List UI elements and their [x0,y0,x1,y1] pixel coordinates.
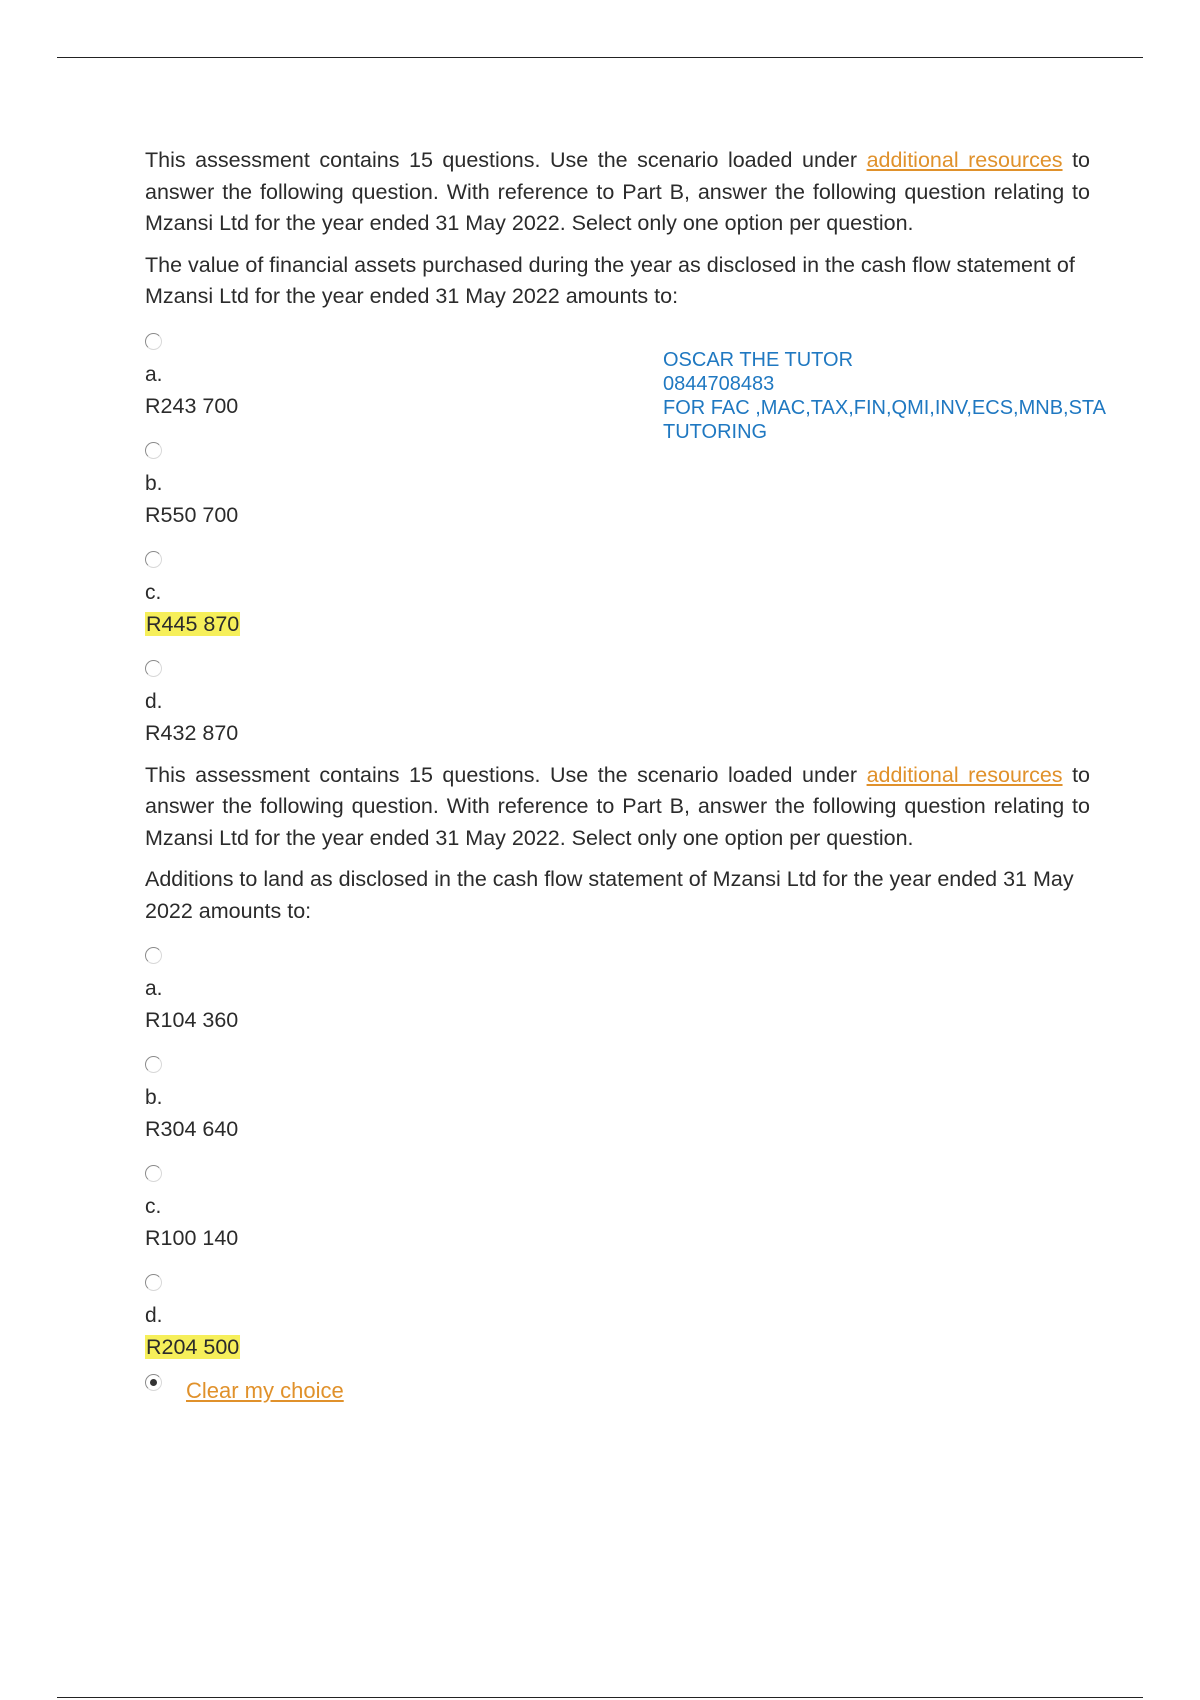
radio-button[interactable] [145,947,162,964]
top-rule [57,57,1143,58]
instructions-2: This assessment contains 15 questions. Use the scenario loaded under additional resources to answer the following question. With reference to Part B, answer the following question relating to Mzansi Ltd for the year ended 31 May 2022. Select only one option per question. [145,762,1091,850]
additional-resources-link[interactable]: additional resources [866,762,1063,787]
option-letter: b. [145,471,163,495]
radio-button[interactable] [145,1056,162,1073]
bottom-rule [57,1697,1143,1698]
question-1-option-b[interactable] [145,442,1090,551]
option-value: R243 700 [145,393,239,418]
option-value-highlighted [145,1333,240,1361]
tutor-service: TUTORING [663,421,768,443]
clear-choice-radio[interactable] [145,1374,162,1391]
question-1-text: The value of financial assets purchased during the year as disclosed in the cash flow statement of Mzansi Ltd for the year ended 31 May 2022 amounts to: [145,252,1075,308]
option-value: R104 360 [145,1008,239,1032]
option-letter: d. [145,689,163,713]
option-value: R432 870 [145,720,239,745]
assessment-content [145,145,1090,1414]
option-letter: a. [145,977,163,1000]
radio-button[interactable] [145,333,162,350]
question-2-option-b[interactable] [145,1056,1090,1165]
option-value: R100 140 [145,1226,239,1250]
question-2-option-c[interactable] [145,1165,1090,1274]
clear-choice-row [145,1374,1090,1414]
tutor-name: OSCAR THE TUTOR [663,349,854,371]
additional-resources-link[interactable]: additional resources [866,148,1063,172]
clear-my-choice-link[interactable]: Clear my choice [186,1378,344,1403]
tutor-subjects: FOR FAC ,MAC,TAX,FIN,QMI,INV,ECS,MNB,STA [663,397,1107,419]
question-1-option-d[interactable] [145,660,1090,760]
option-letter: c. [145,1195,162,1218]
question-2-text: Additions to land as disclosed in the cash flow statement of Mzansi Ltd for the year ended 31 May 2022 amounts to: [145,867,1074,923]
option-value: R550 700 [145,502,239,527]
radio-button[interactable] [145,442,162,459]
option-letter: d. [145,1304,163,1327]
option-value-highlighted [145,610,240,638]
option-letter: c. [145,580,162,604]
option-value: R304 640 [145,1117,239,1141]
radio-button[interactable] [145,551,162,568]
radio-button[interactable] [145,660,162,677]
radio-button[interactable] [145,1165,162,1182]
option-letter: a. [145,362,163,386]
tutor-watermark [663,348,1106,444]
question-2-option-d[interactable] [145,1274,1090,1374]
answer-highlight: R204 500 [146,1335,240,1359]
option-letter: b. [145,1086,163,1109]
question-2-option-a[interactable] [145,947,1090,1056]
radio-button[interactable] [145,1274,162,1291]
tutor-phone: 0844708483 [663,373,775,395]
answer-highlight: R445 870 [146,611,240,636]
instructions-1: This assessment contains 15 questions. Use the scenario loaded under additional resources to answer the following question. With reference to Part B, answer the following question relating to Mzansi Ltd for the year ended 31 May 2022. Select only one option per question. [145,148,1091,235]
question-1-option-c[interactable] [145,551,1090,660]
